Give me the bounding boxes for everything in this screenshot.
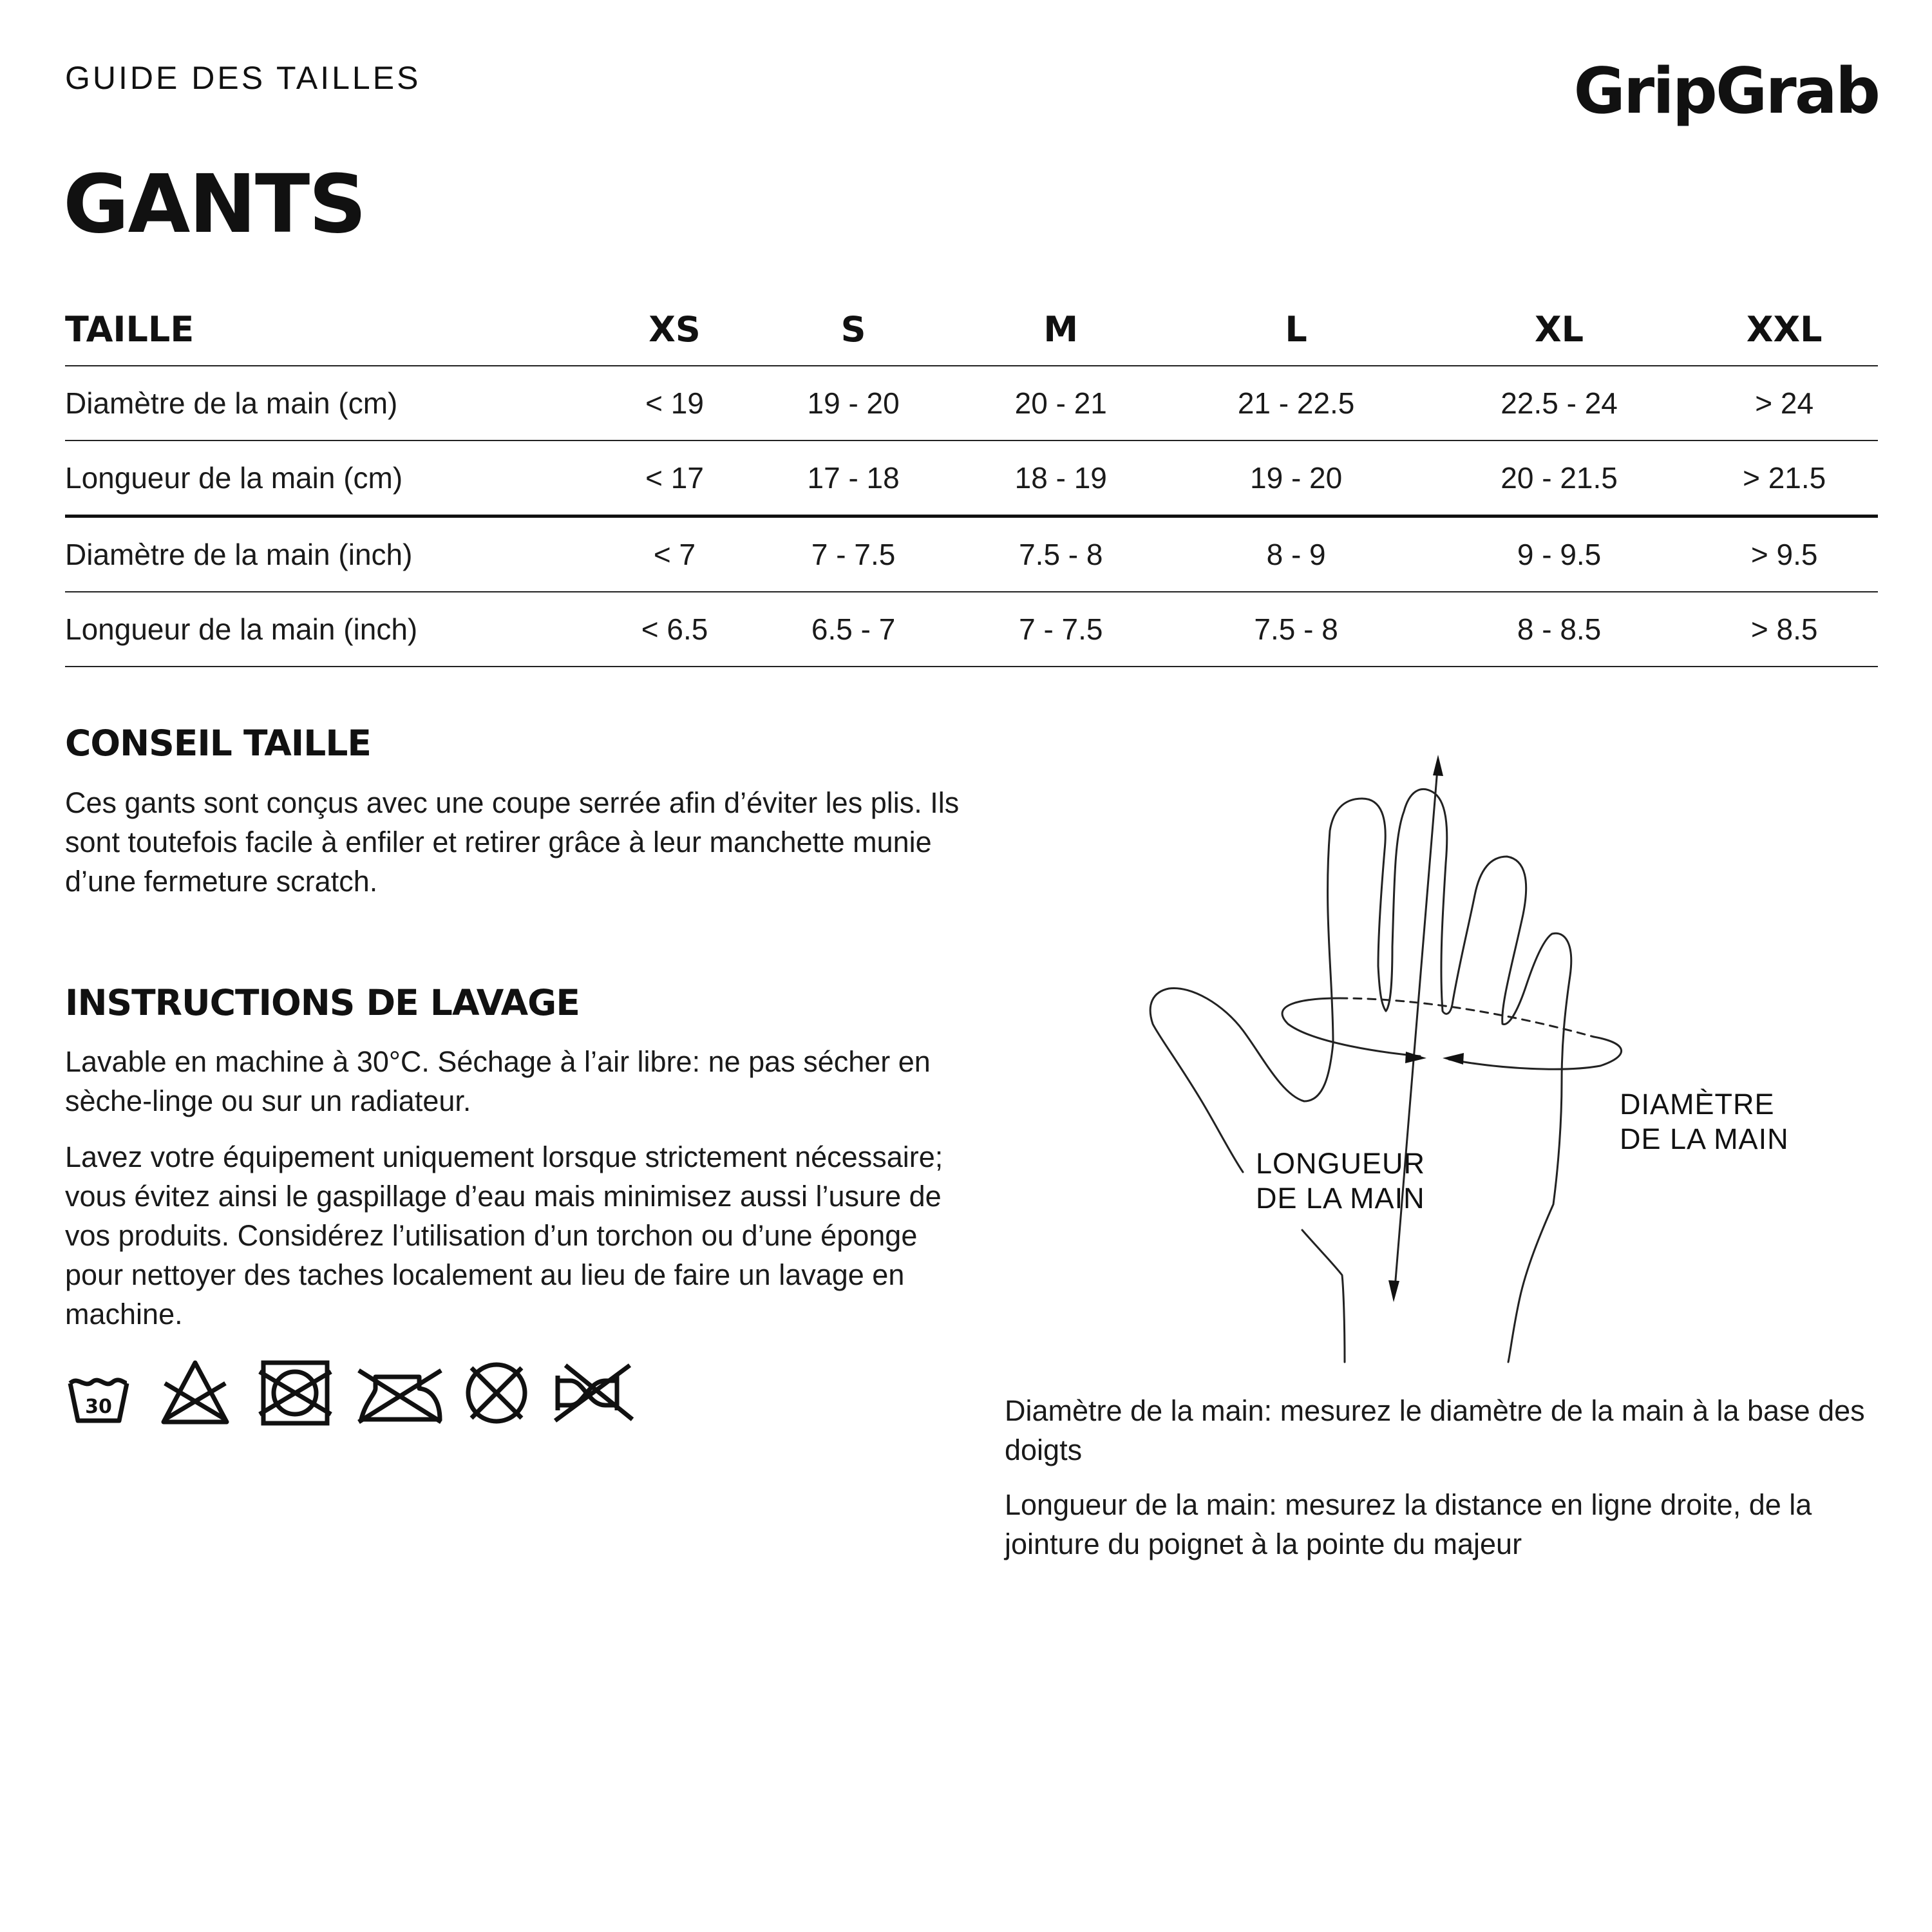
- diameter-loop-back: [1449, 1037, 1622, 1069]
- table-header-row: [65, 293, 1878, 366]
- column-header-l: L: [1164, 293, 1427, 366]
- length-arrow-bottom-head: [1388, 1280, 1399, 1302]
- table-cell: 20 - 21: [957, 366, 1164, 440]
- no-tumble-dry-icon: [258, 1358, 332, 1428]
- brand-logo: GripGrab: [1573, 55, 1879, 128]
- table-cell: < 17: [600, 440, 750, 516]
- wash-temperature-label: 30: [85, 1396, 112, 1418]
- column-header-s: S: [750, 293, 957, 366]
- length-label-line-1: LONGUEUR: [1256, 1147, 1426, 1180]
- table-cell: 8 - 9: [1164, 516, 1427, 592]
- row-label: Longueur de la main (cm): [65, 440, 600, 516]
- care-icons: [65, 1358, 645, 1435]
- table-cell: 6.5 - 7: [750, 592, 957, 667]
- table-cell: < 6.5: [600, 592, 750, 667]
- length-arrow-top-head: [1433, 755, 1443, 776]
- diameter-label-line-1: DIAMÈTRE: [1620, 1088, 1775, 1121]
- length-note: Longueur de la main: mesurez la distance en ligne droite, de la jointure du poignet à la pointe du majeur: [1005, 1488, 1812, 1560]
- table-cell: 9 - 9.5: [1428, 516, 1690, 592]
- wash-30-icon: [66, 1358, 131, 1428]
- column-header-xl: XL: [1428, 293, 1690, 366]
- length-label: [1256, 1146, 1425, 1216]
- table-cell: > 8.5: [1690, 592, 1878, 667]
- no-wring-icon: [553, 1358, 636, 1428]
- washing-text-1: Lavable en machine à 30°C. Séchage à l’air libre: ne pas sécher en sèche-linge ou sur un radiateur.: [65, 1045, 931, 1117]
- table-row: [65, 440, 1878, 516]
- table-cell: 18 - 19: [957, 440, 1164, 516]
- table-cell: 17 - 18: [750, 440, 957, 516]
- column-header-m: M: [957, 293, 1164, 366]
- table-cell: 20 - 21.5: [1428, 440, 1690, 516]
- guide-label: GUIDE DES TAILLES: [65, 60, 421, 96]
- row-label: Longueur de la main (inch): [65, 592, 600, 667]
- diameter-label-line-2: DE LA MAIN: [1620, 1122, 1789, 1155]
- page-title: GANTS: [63, 158, 366, 251]
- column-header-size: TAILLE: [65, 293, 600, 366]
- hand-outline: [1302, 1230, 1345, 1362]
- hand-measurement-diagram: [1140, 721, 1655, 1378]
- no-dry-clean-icon: [461, 1358, 532, 1428]
- washing-title: INSTRUCTIONS DE LAVAGE: [65, 982, 580, 1023]
- table-cell: < 19: [600, 366, 750, 440]
- no-iron-icon: [356, 1358, 443, 1428]
- length-label-line-2: DE LA MAIN: [1256, 1182, 1425, 1215]
- column-header-xxl: XXL: [1690, 293, 1878, 366]
- diameter-loop-front: [1282, 998, 1420, 1056]
- table-cell: > 21.5: [1690, 440, 1878, 516]
- table-cell: 19 - 20: [750, 366, 957, 440]
- hand-outline: [1150, 789, 1571, 1362]
- table-cell: 19 - 20: [1164, 440, 1427, 516]
- diameter-arrow-left-head: [1443, 1053, 1464, 1065]
- table-cell: 7.5 - 8: [957, 516, 1164, 592]
- diameter-label: [1620, 1087, 1789, 1157]
- column-header-xs: XS: [600, 293, 750, 366]
- diameter-loop-dashed: [1340, 998, 1594, 1037]
- no-bleach-icon: [160, 1358, 231, 1428]
- row-label: Diamètre de la main (inch): [65, 516, 600, 592]
- table-cell: 22.5 - 24: [1428, 366, 1690, 440]
- table-cell: 21 - 22.5: [1164, 366, 1427, 440]
- table-row: [65, 516, 1878, 592]
- table-cell: < 7: [600, 516, 750, 592]
- table-cell: > 9.5: [1690, 516, 1878, 592]
- table-cell: 7 - 7.5: [750, 516, 957, 592]
- row-label: Diamètre de la main (cm): [65, 366, 600, 440]
- size-table: [65, 293, 1878, 667]
- table-cell: 7.5 - 8: [1164, 592, 1427, 667]
- table-row: [65, 366, 1878, 440]
- table-row: [65, 592, 1878, 667]
- sizing-advice-text: Ces gants sont conçus avec une coupe serrée afin d’éviter les plis. Ils sont toutefois facile à enfiler et retirer grâce à leur manchette munie d’une fermeture scratch.: [65, 786, 960, 898]
- washing-text-2: Lavez votre équipement uniquement lorsque strictement nécessaire; vous évitez ainsi le gaspillage d’eau mais minimisez aussi l’usure de vos produits. Considérez l’utilisation d’un torchon ou d’une éponge pour nettoyer des taches localement au lieu de faire un lavage en machine.: [65, 1141, 943, 1331]
- table-cell: 7 - 7.5: [957, 592, 1164, 667]
- table-cell: > 24: [1690, 366, 1878, 440]
- diameter-note: Diamètre de la main: mesurez le diamètre de la main à la base des doigts: [1005, 1394, 1865, 1466]
- sizing-advice-title: CONSEIL TAILLE: [65, 723, 371, 764]
- diameter-arrow-right-head: [1405, 1052, 1426, 1063]
- table-cell: 8 - 8.5: [1428, 592, 1690, 667]
